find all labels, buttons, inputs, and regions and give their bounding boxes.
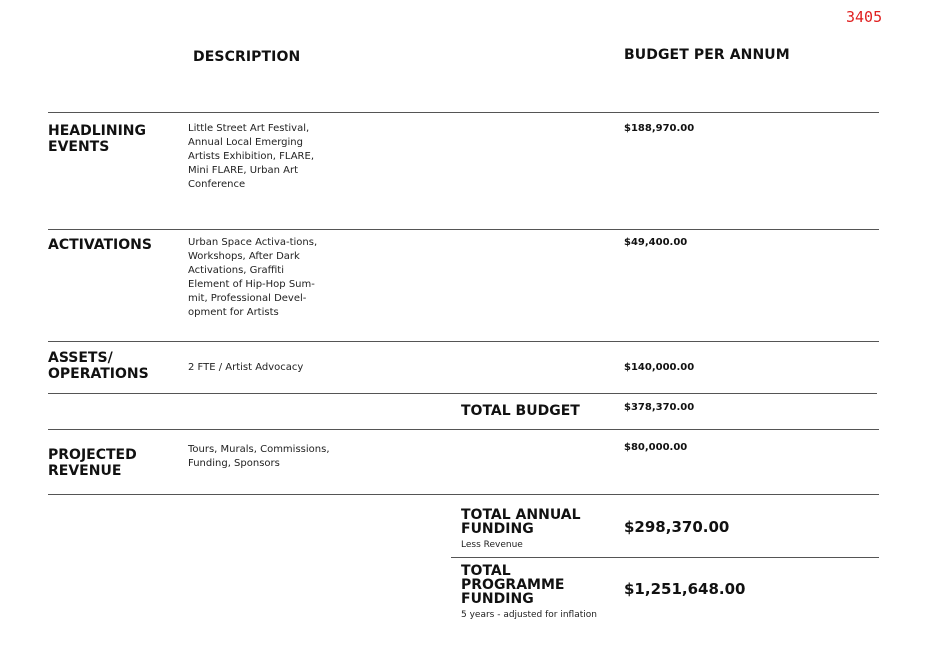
divider bbox=[48, 429, 879, 430]
total-annual-funding-label: TOTAL ANNUAL FUNDING bbox=[461, 507, 581, 537]
total-programme-funding-amount: $1,251,648.00 bbox=[624, 580, 746, 598]
divider bbox=[48, 341, 879, 342]
total-budget-amount: $378,370.00 bbox=[624, 402, 695, 413]
amount-activations: $49,400.00 bbox=[624, 237, 688, 248]
total-programme-funding-label: TOTAL PROGRAMME FUNDING bbox=[461, 563, 565, 607]
description-activations: Urban Space Activa-tions, Workshops, After Dark Activations, Graffiti Element of Hip-Hop Sum-mit, Professional Devel-opment for Artists bbox=[188, 237, 318, 318]
divider bbox=[451, 557, 879, 558]
description-projected-revenue: Tours, Murals, Commissions, Funding, Sponsors bbox=[188, 444, 330, 469]
page-number: 3405 bbox=[846, 8, 883, 26]
description-assets-operations: 2 FTE / Artist Advocacy bbox=[188, 362, 304, 373]
description-headlining-events: Little Street Art Festival, Annual Local Emerging Artists Exhibition, FLARE, Mini FLARE, Urban Art Conference bbox=[188, 123, 315, 190]
category-projected-revenue: PROJECTED REVENUE bbox=[48, 447, 137, 479]
total-annual-funding-sublabel: Less Revenue bbox=[461, 540, 523, 550]
divider bbox=[48, 494, 879, 495]
total-annual-funding-amount: $298,370.00 bbox=[624, 518, 730, 536]
amount-assets-operations: $140,000.00 bbox=[624, 362, 695, 373]
amount-projected-revenue: $80,000.00 bbox=[624, 442, 688, 453]
category-headlining-events: HEADLINING EVENTS bbox=[48, 123, 146, 155]
category-assets-operations: ASSETS/ OPERATIONS bbox=[48, 350, 149, 382]
divider bbox=[48, 393, 877, 394]
category-activations: ACTIVATIONS bbox=[48, 237, 152, 253]
description-column-header: DESCRIPTION bbox=[193, 49, 301, 65]
total-programme-funding-sublabel: 5 years - adjusted for inflation bbox=[461, 610, 597, 620]
amount-headlining-events: $188,970.00 bbox=[624, 123, 695, 134]
budget-column-header: BUDGET PER ANNUM bbox=[624, 47, 790, 63]
divider bbox=[48, 229, 879, 230]
divider bbox=[48, 112, 879, 113]
total-budget-label: TOTAL BUDGET bbox=[461, 403, 580, 419]
